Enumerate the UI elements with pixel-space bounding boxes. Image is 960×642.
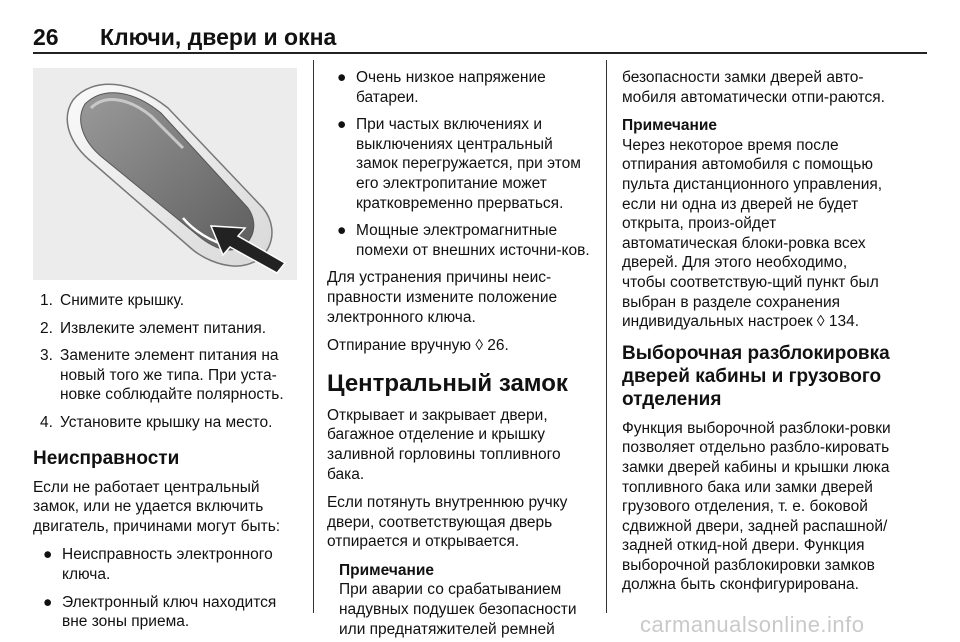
page-header — [0, 0, 960, 50]
section-heading: Неисправности — [33, 447, 180, 469]
bullet-list — [327, 68, 595, 260]
bullet-item: ● Неисправность электронного ключа. — [43, 546, 273, 583]
column-1 — [33, 291, 301, 640]
paragraph: Если потянуть внутреннюю ручку двери, соответствующая дверь отпирается и открывается. — [327, 494, 568, 551]
steps-list — [33, 291, 301, 433]
header-rule — [33, 52, 927, 54]
note-block — [622, 116, 892, 332]
paragraph: безопасности замки дверей авто-мобиля автоматически отпи-раются. — [622, 69, 885, 106]
paragraph: Если не работает центральный замок, или не удается включить двигатель, причинами могут быть: — [33, 478, 281, 535]
bullet-item: ● Мощные электромагнитные помехи от внешних источни-ков. — [337, 222, 590, 259]
page-number: 26 — [33, 24, 59, 50]
note-text: Через некоторое время после отпирания автомобиля с помощью пульта дистанционного управления, если ни одна из дверей не будет открыта, произ-ойдет автоматическая блоки-ровка всех дверей. Для этого необходимо, чтобы соответствую-щий пункт был выбран в разделе сохранения индивидуальных настроек ◊ 134. — [622, 136, 883, 331]
note-title: Примечание — [622, 117, 717, 135]
bullet-item: ● Электронный ключ находится вне зоны приема. — [43, 593, 277, 631]
column-divider-1 — [313, 60, 314, 613]
key-fob-figure — [33, 68, 297, 280]
key-fob-battery-cover-illustration — [33, 68, 297, 280]
note-block — [327, 561, 595, 639]
note-title: Примечание — [339, 561, 434, 579]
bullet-list — [33, 545, 301, 631]
paragraph: Функция выборочной разблоки-ровки позволяет отдельно разбло-кировать замки дверей кабины и крышки люка топливного бака или замки дверей грузового отделения, т. е. боковой сдвижной двери, задней распашной/задней откид-ной двери. Функция выборочной разблокировки замков должна быть сконфигурирована. — [622, 419, 891, 594]
column-3 — [622, 68, 892, 604]
step-item: 1. Снимите крышку. — [40, 292, 185, 309]
column-2 — [327, 68, 595, 639]
page-title: Ключи, двери и окна — [100, 24, 337, 50]
bullet-item: ● При частых включениях и выключениях центральный замок перегружается, при этом его электропитание может кратковременно прерваться. — [337, 116, 581, 212]
section-heading: Центральный замок — [327, 369, 568, 397]
bullet-item: ● Очень низкое напряжение батареи. — [337, 69, 546, 106]
step-item: 4. Установите крышку на место. — [40, 413, 273, 431]
paragraph: Для устранения причины неис-правности измените положение электронного ключа. — [327, 269, 558, 326]
cross-reference: Отпирание вручную ◊ 26. — [327, 337, 509, 355]
watermark: carmanualsonline.info — [640, 612, 865, 637]
column-divider-2 — [606, 60, 607, 613]
section-heading: Выборочная разблокировка дверей кабины и грузового отделения — [622, 342, 890, 410]
note-text: При аварии со срабатыванием надувных подушек безопасности или преднатяжителей ремней — [339, 581, 577, 638]
step-item: 2. Извлеките элемент питания. — [40, 319, 267, 337]
paragraph: Открывает и закрывает двери, багажное отделение и крышку заливной горловины топливного бака. — [327, 406, 561, 483]
step-item: 3. Замените элемент питания на новый того же типа. При уста-новке соблюдайте полярность. — [40, 347, 284, 404]
